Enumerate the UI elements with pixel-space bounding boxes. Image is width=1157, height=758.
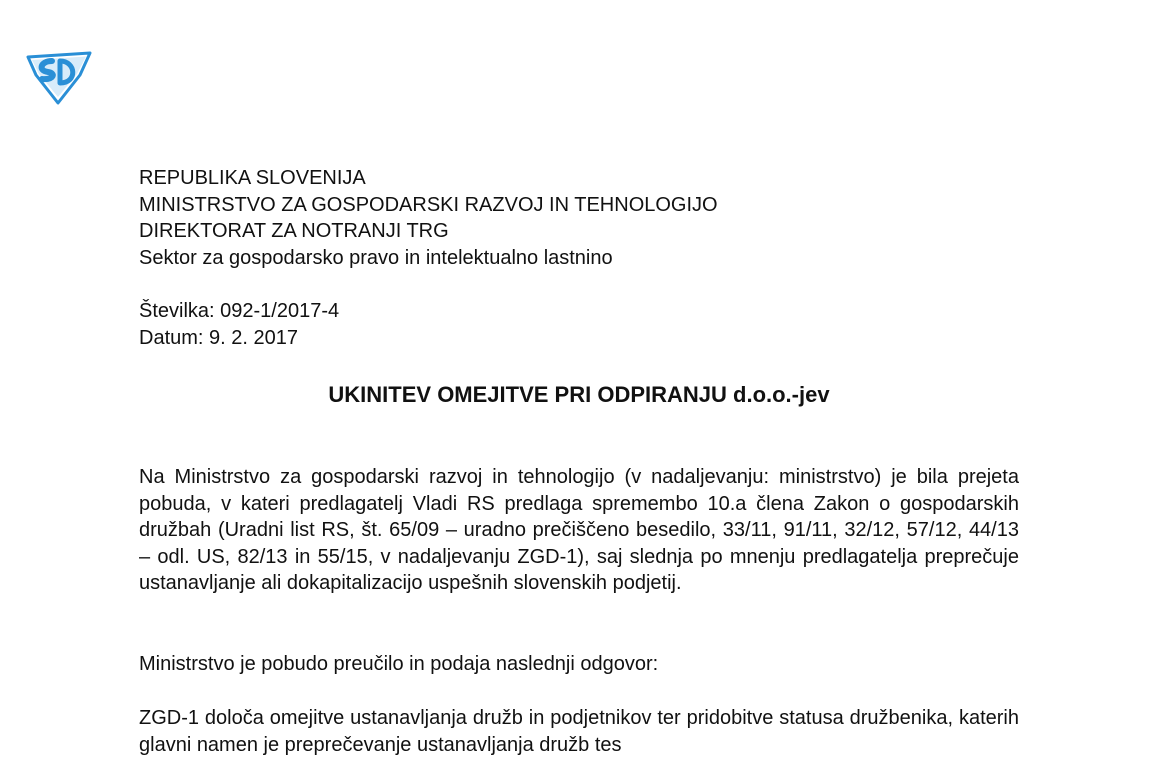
body-paragraph-2: Ministrstvo je pobudo preučilo in podaja naslednji odgovor: <box>139 653 659 675</box>
letterhead <box>139 165 1019 271</box>
header-line-sector: Sektor za gospodarsko pravo in intelektualno lastnino <box>139 246 613 269</box>
header-line-ministry: MINISTRSTVO ZA GOSPODARSKI RAZVOJ IN TEHNOLOGIJO <box>139 193 718 216</box>
body-paragraph-1: Na Ministrstvo za gospodarski razvoj in tehnologijo (v nadaljevanju: ministrstvo) je bila prejeta pobuda, v kateri predlagatelj Vladi RS predlaga spremembo 10.a člena Zakon o gospodarskih družbah (Uradni list RS, št. 65/09 – uradno prečiščeno besedilo, 33/11, 91/11, 32/12, 57/12, 44/13 – odl. US, 82/13 in 55/15, v nadaljevanju ZGD-1), saj slednja po mnenju predlagatelja preprečuje ustanavljanje ali dokapitalizacijo uspešnih slovenskih podjetij. <box>139 466 1019 594</box>
header-line-country: REPUBLIKA SLOVENIJA <box>139 167 366 189</box>
header-line-directorate: DIREKTORAT ZA NOTRANJI TRG <box>139 220 449 242</box>
sd-shield-logo-icon <box>22 47 96 105</box>
body-paragraph-3: ZGD-1 določa omejitve ustanavljanja družb in podjetnikov ter pridobitve statusa družbenika, katerih glavni namen je preprečevanje ustanavljanja družb tes <box>139 707 1019 756</box>
document-number: Številka: 092-1/2017-4 <box>139 300 340 322</box>
document-meta <box>139 298 1019 351</box>
document-title: UKINITEV OMEJITVE PRI ODPIRANJU d.o.o.-jev <box>328 382 830 407</box>
document-date: Datum: 9. 2. 2017 <box>139 326 298 349</box>
